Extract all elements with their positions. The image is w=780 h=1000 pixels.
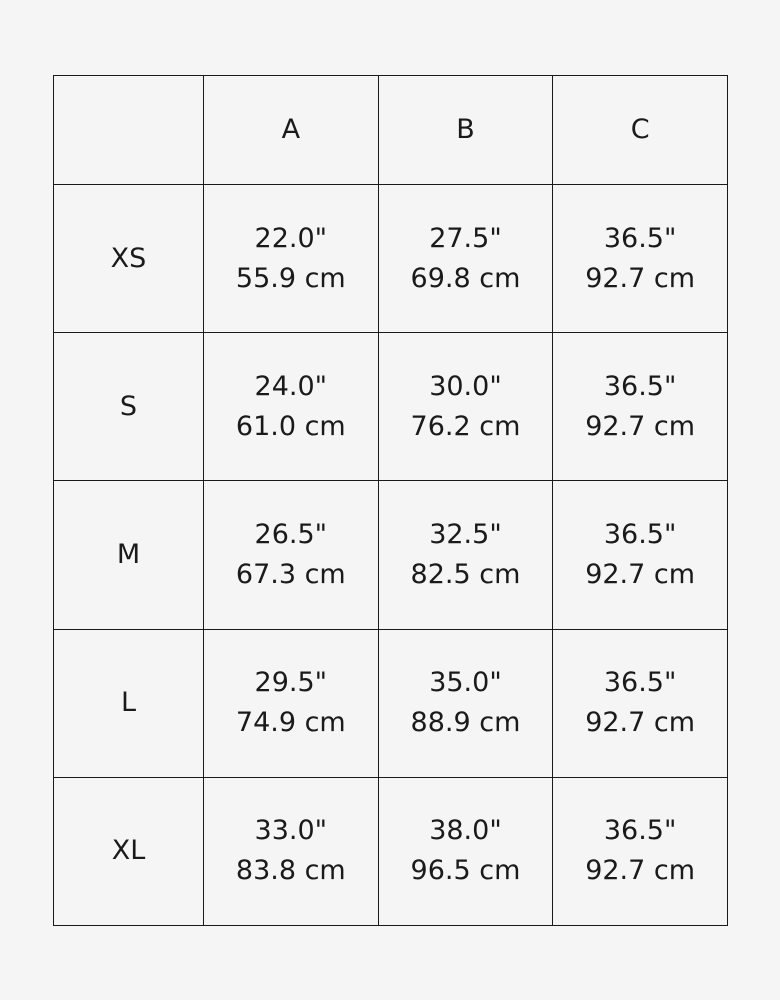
inch-value: 36.5" [603, 815, 677, 847]
inch-value: 22.0" [254, 222, 328, 254]
cm-value: 82.5 cm [410, 558, 521, 590]
size-label: S [54, 333, 204, 481]
inch-value: 33.0" [254, 815, 328, 847]
inch-value: 29.5" [254, 667, 328, 699]
size-label: L [54, 629, 204, 777]
column-header-c: C [553, 76, 728, 185]
header-row [54, 76, 728, 185]
measurement-cell [378, 777, 553, 925]
table-row [54, 481, 728, 629]
measurement-cell [378, 629, 553, 777]
measurement-cell [204, 777, 379, 925]
cm-value: 92.7 cm [585, 262, 696, 294]
corner-cell [54, 76, 204, 185]
inch-value: 32.5" [429, 518, 502, 550]
column-header-b: B [378, 76, 553, 185]
cm-value: 96.5 cm [410, 855, 521, 887]
inch-value: 27.5" [429, 222, 502, 254]
inch-value: 26.5" [254, 518, 328, 550]
inch-value: 24.0" [254, 370, 328, 402]
size-chart-table [53, 75, 728, 926]
measurement-cell [204, 629, 379, 777]
inch-value: 36.5" [603, 222, 677, 254]
table-row [54, 777, 728, 925]
measurement-cell [378, 481, 553, 629]
size-label: XS [54, 185, 204, 333]
cm-value: 92.7 cm [585, 558, 696, 590]
cm-value: 69.8 cm [410, 262, 521, 294]
cm-value: 67.3 cm [235, 558, 346, 590]
cm-value: 92.7 cm [585, 410, 696, 442]
cm-value: 76.2 cm [410, 410, 521, 442]
cm-value: 74.9 cm [235, 707, 346, 739]
inch-value: 36.5" [603, 518, 677, 550]
measurement-cell [378, 333, 553, 481]
column-header-a: A [204, 76, 379, 185]
cm-value: 83.8 cm [235, 855, 346, 887]
measurement-cell [553, 481, 728, 629]
measurement-cell [553, 777, 728, 925]
table-row [54, 185, 728, 333]
inch-value: 36.5" [603, 370, 677, 402]
inch-value: 30.0" [429, 370, 502, 402]
size-label: XL [54, 777, 204, 925]
table-row [54, 629, 728, 777]
measurement-cell [204, 481, 379, 629]
table-row [54, 333, 728, 481]
cm-value: 88.9 cm [410, 707, 521, 739]
cm-value: 92.7 cm [585, 707, 696, 739]
inch-value: 36.5" [603, 667, 677, 699]
measurement-cell [204, 333, 379, 481]
cm-value: 61.0 cm [235, 410, 346, 442]
inch-value: 35.0" [429, 667, 502, 699]
cm-value: 55.9 cm [235, 262, 346, 294]
cm-value: 92.7 cm [585, 855, 696, 887]
measurement-cell [553, 185, 728, 333]
measurement-cell [553, 333, 728, 481]
size-label: M [54, 481, 204, 629]
inch-value: 38.0" [429, 815, 502, 847]
measurement-cell [553, 629, 728, 777]
measurement-cell [378, 185, 553, 333]
measurement-cell [204, 185, 379, 333]
